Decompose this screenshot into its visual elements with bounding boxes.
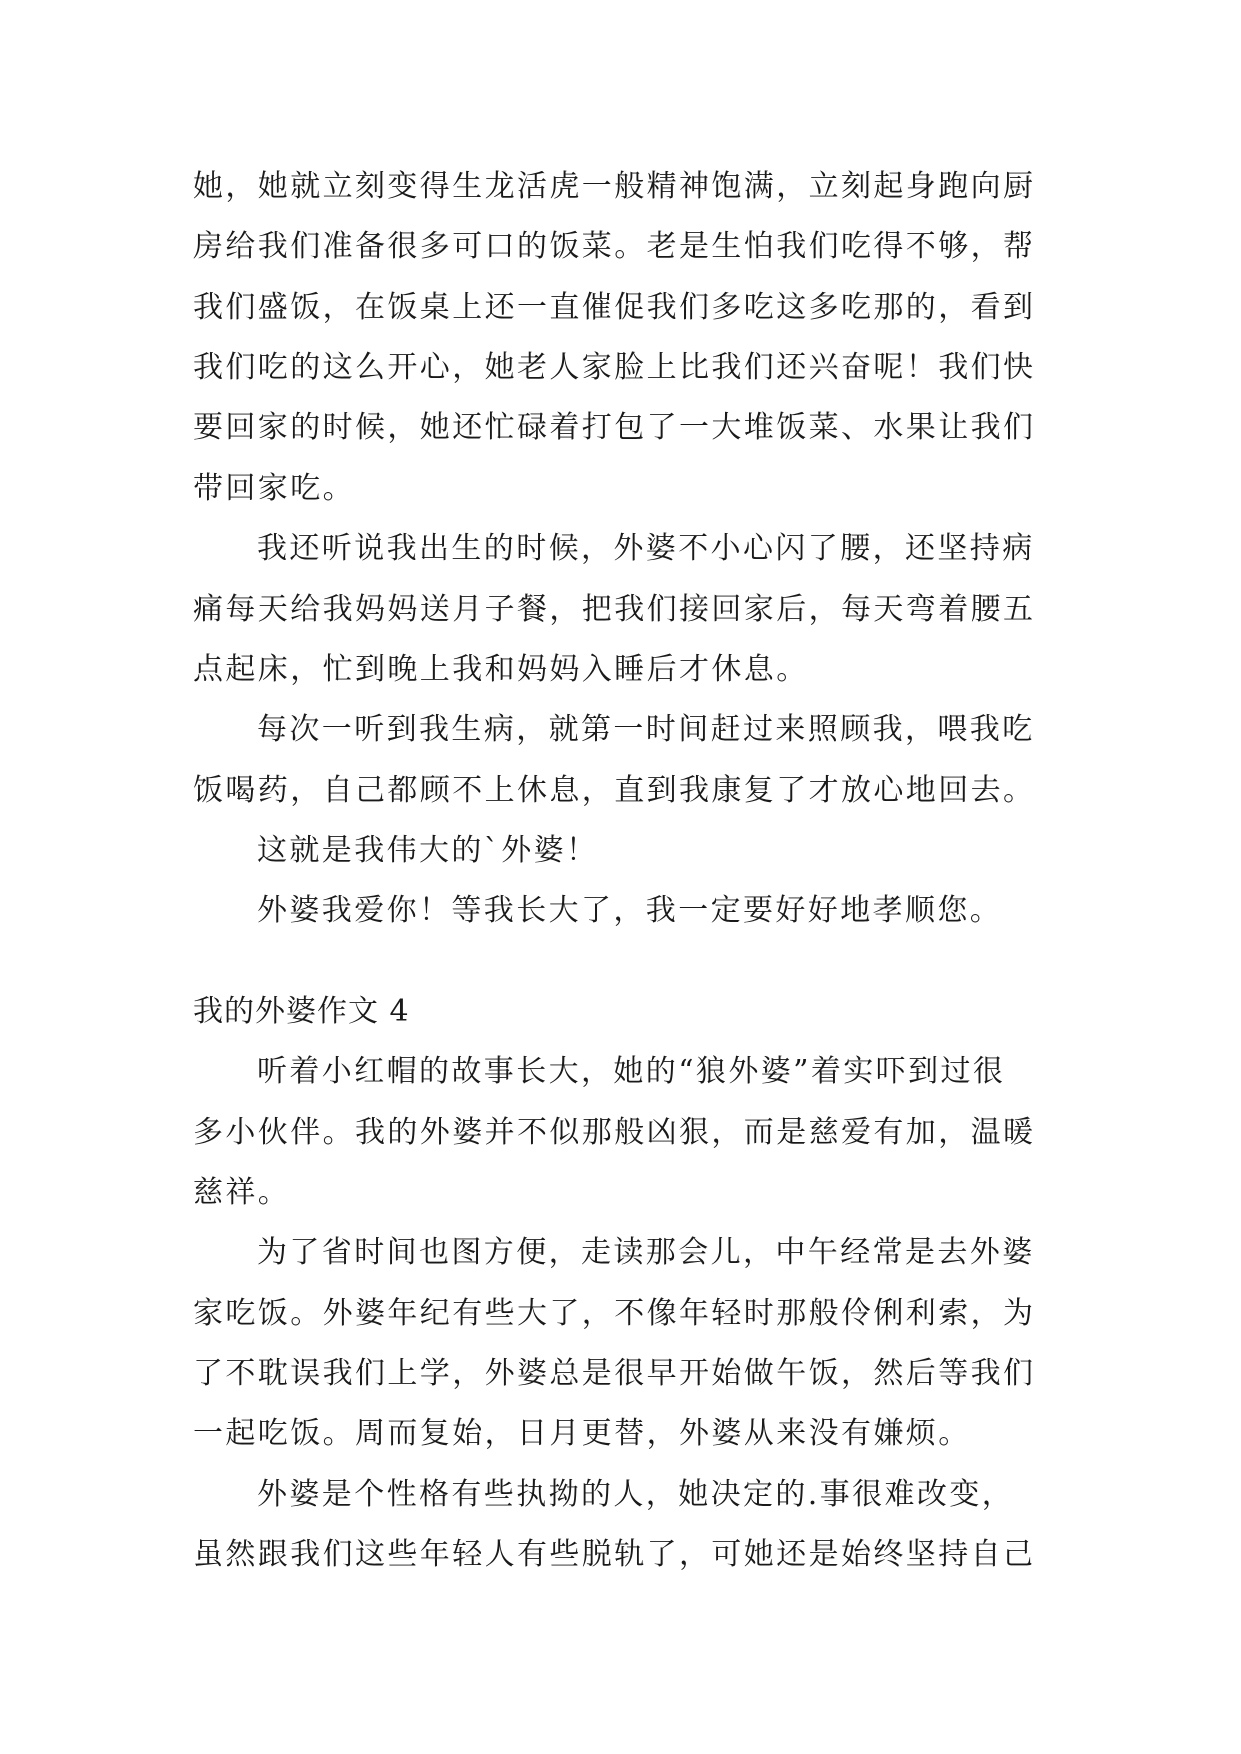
paragraph-line: 家吃饭。外婆年纪有些大了，不像年轻时那般伶俐利索，为 <box>193 1296 1036 1331</box>
paragraph-line: 房给我们准备很多可口的饭菜。老是生怕我们吃得不够，帮 <box>193 229 1036 264</box>
paragraph-line: 一起吃饭。周而复始，日月更替，外婆从来没有嫌烦。 <box>193 1416 971 1451</box>
paragraph-first-line: 外婆是个性格有些执拗的人，她决定的.事很难改变， <box>257 1477 1015 1512</box>
section-heading: 我的外婆作文 4 <box>193 994 410 1029</box>
paragraph-first-line: 为了省时间也图方便，走读那会儿，中午经常是去外婆 <box>257 1235 1035 1270</box>
paragraph-first-line: 我还听说我出生的时候，外婆不小心闪了腰，还坚持病 <box>257 531 1035 566</box>
paragraph-first-line: 外婆我爱你！等我长大了，我一定要好好地孝顺您。 <box>257 893 1003 928</box>
paragraph-line: 虽然跟我们这些年轻人有些脱轨了，可她还是始终坚持自己 <box>193 1537 1036 1572</box>
paragraph-line: 多小伙伴。我的外婆并不似那般凶狠，而是慈爱有加，温暖 <box>193 1115 1036 1150</box>
paragraph-first-line: 这就是我伟大的`外婆！ <box>257 833 599 868</box>
paragraph-line: 我们盛饭，在饭桌上还一直催促我们多吃这多吃那的，看到 <box>193 290 1036 325</box>
paragraph-line: 带回家吃。 <box>193 471 355 506</box>
paragraph-line: 她，她就立刻变得生龙活虎一般精神饱满，立刻起身跑向厨 <box>193 169 1036 204</box>
paragraph-line: 我们吃的这么开心，她老人家脸上比我们还兴奋呢！我们快 <box>193 350 1036 385</box>
paragraph-line: 了不耽误我们上学，外婆总是很早开始做午饭，然后等我们 <box>193 1356 1036 1391</box>
paragraph-line: 点起床，忙到晚上我和妈妈入睡后才休息。 <box>193 652 809 687</box>
paragraph-line: 要回家的时候，她还忙碌着打包了一大堆饭菜、水果让我们 <box>193 410 1036 445</box>
paragraph-line: 慈祥。 <box>193 1175 291 1210</box>
paragraph-line: 痛每天给我妈妈送月子餐，把我们接回家后，每天弯着腰五 <box>193 592 1036 627</box>
paragraph-first-line: 听着小红帽的故事长大，她的“狼外婆”着实吓到过很 <box>257 1054 1006 1089</box>
paragraph-line: 饭喝药，自己都顾不上休息，直到我康复了才放心地回去。 <box>193 773 1036 808</box>
paragraph-first-line: 每次一听到我生病，就第一时间赶过来照顾我，喂我吃 <box>257 712 1035 747</box>
